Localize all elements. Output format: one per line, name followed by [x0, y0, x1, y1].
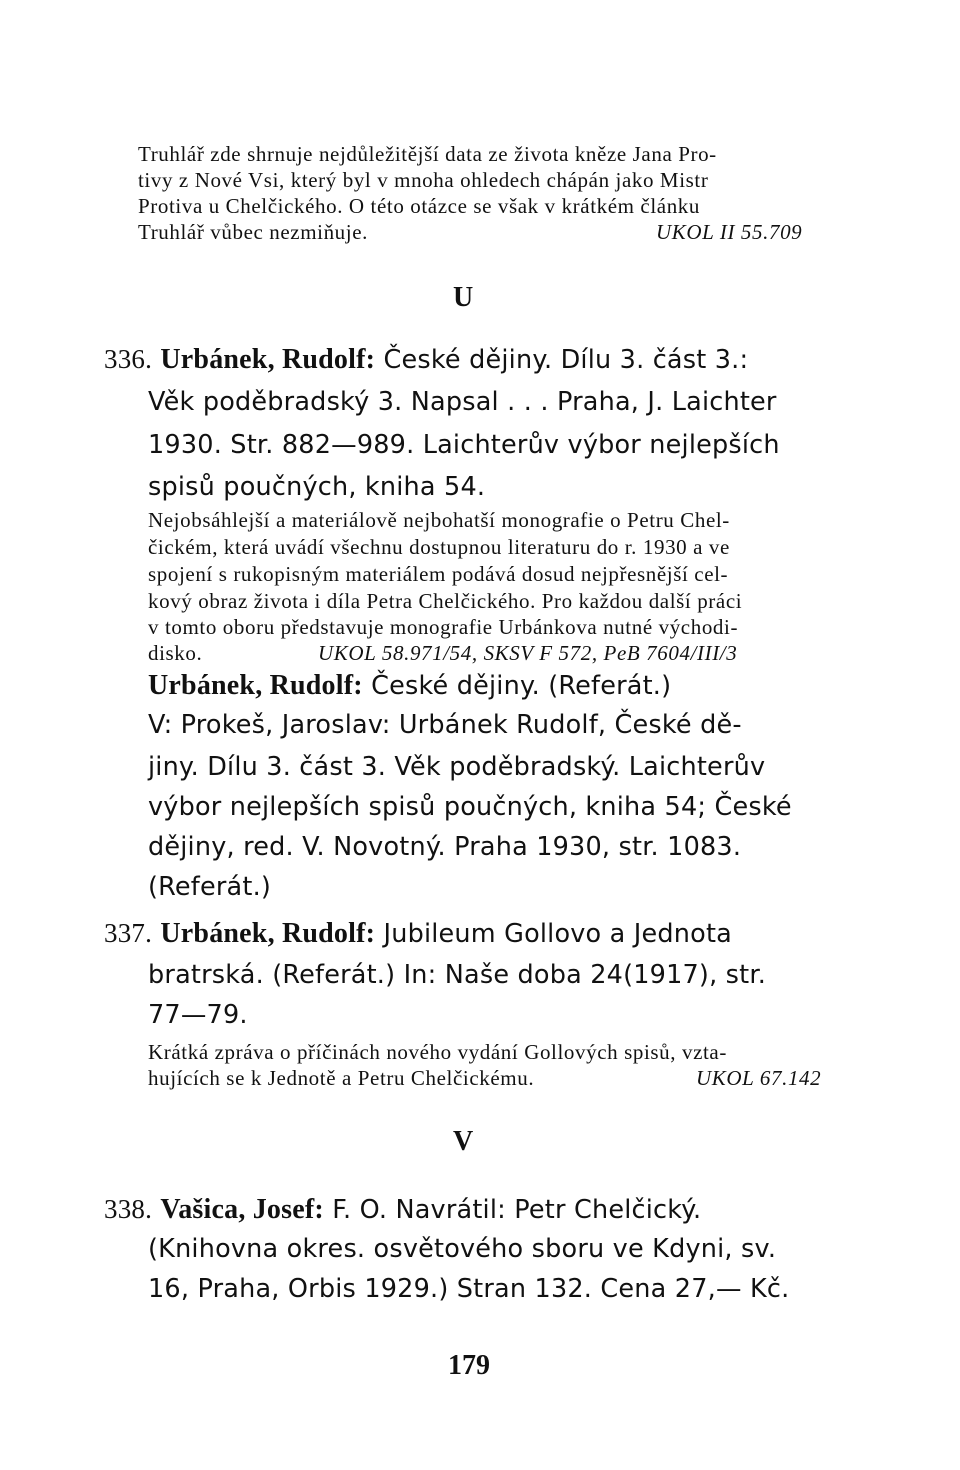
entry-author: Urbánek, Rudolf:: [160, 918, 376, 949]
entry-line: (Knihovna okres. osvětového sboru ve Kdyni, sv.: [148, 1234, 777, 1264]
entry-number: 337.: [104, 918, 153, 948]
entry-line: spisů poučných, kniha 54.: [148, 472, 486, 502]
review-line: výbor nejlepších spisů poučných, kniha 54; České: [148, 792, 792, 822]
section-heading-v: V: [453, 1126, 474, 1157]
annotation-line: čickém, která uvádí všechnu dostupnou literaturu do r. 1930 a ve: [148, 535, 730, 559]
review-title: České dějiny. (Referát.): [371, 671, 672, 701]
annotation-line: Nejobsáhlejší a materiálově nejbohatší monografie o Petru Chel-: [148, 508, 730, 532]
annotation-line: kový obraz života i díla Petra Chelčického. Pro každou další práci: [148, 589, 743, 613]
entry-author: Urbánek, Rudolf:: [160, 344, 376, 375]
review-author: Urbánek, Rudolf:: [148, 670, 363, 701]
intro-reference: UKOL II 55.709: [656, 220, 803, 244]
section-heading-u: U: [453, 282, 474, 313]
entry-line: bratrská. (Referát.) In: Naše doba 24(1917), str.: [148, 960, 767, 990]
annotation-line: spojení s rukopisným materiálem podává dosud nejpřesnější cel-: [148, 562, 729, 586]
entry-number: 338.: [104, 1194, 153, 1224]
entry-reference: UKOL 58.971/54, SKSV F 572, PeB 7604/III/3: [318, 641, 738, 665]
review-line: dějiny, red. V. Novotný. Praha 1930, str. 1083.: [148, 832, 742, 862]
review-line: jiny. Dílu 3. část 3. Věk poděbradský. Laichterův: [148, 752, 766, 782]
entry-line: [104, 918, 732, 950]
intro-line: Truhlář zde shrnuje nejdůležitější data ze života kněze Jana Pro-: [138, 142, 717, 166]
annotation-line: disko.: [148, 641, 203, 665]
intro-line: Truhlář vůbec nezmiňuje.: [138, 220, 368, 244]
review-line: V: Prokeš, Jaroslav: Urbánek Rudolf, České dě-: [148, 710, 742, 740]
entry-title: České dějiny. Dílu 3. část 3.:: [383, 345, 749, 375]
annotation-line: v tomto oboru představuje monografie Urbánkova nutné východi-: [148, 615, 739, 639]
annotation-line: Krátká zpráva o příčinách nového vydání Gollových spisů, vzta-: [148, 1040, 727, 1064]
entry-line: [104, 344, 748, 376]
page-number: 179: [448, 1350, 490, 1381]
entry-number: 336.: [104, 344, 153, 374]
review-line: (Referát.): [148, 872, 272, 902]
entry-line: [104, 1194, 701, 1226]
entry-line: 77—79.: [148, 1000, 248, 1030]
entry-line: 16, Praha, Orbis 1929.) Stran 132. Cena 27,— Kč.: [148, 1274, 790, 1304]
entry-author: Vašica, Josef:: [160, 1194, 324, 1225]
entry-line: 1930. Str. 882—989. Laichterův výbor nejlepších: [148, 430, 780, 460]
intro-line: tivy z Nové Vsi, který byl v mnoha ohledech chápán jako Mistr: [138, 168, 709, 192]
entry-line: Věk poděbradský 3. Napsal . . . Praha, J. Laichter: [148, 387, 777, 417]
entry-reference: UKOL 67.142: [696, 1066, 822, 1090]
review-heading: [148, 670, 671, 702]
annotation-line: hujících se k Jednotě a Petru Chelčickému.: [148, 1066, 535, 1090]
entry-title: Jubileum Gollovo a Jednota: [383, 919, 732, 949]
entry-title: F. O. Navrátil: Petr Chelčický.: [332, 1195, 702, 1225]
intro-line: Protiva u Chelčického. O této otázce se však v krátkém článku: [138, 194, 701, 218]
